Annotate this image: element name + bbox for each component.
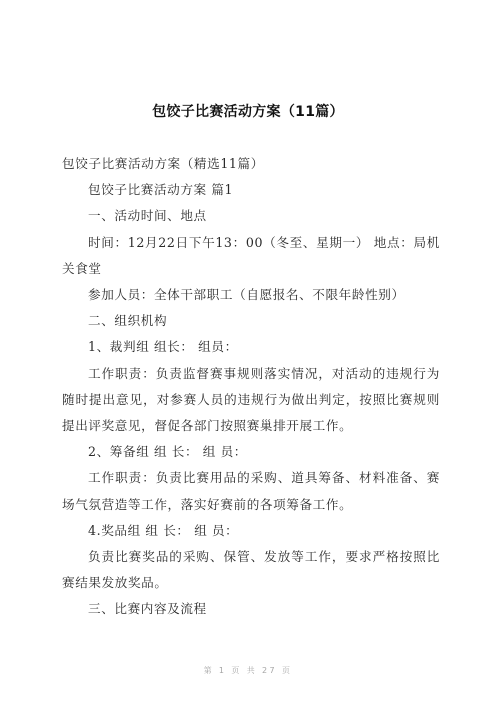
paragraph: 三、比赛内容及流程	[88, 601, 207, 617]
paragraph: 一、活动时间、地点	[88, 208, 207, 224]
paragraph: 工作职责：负责比赛用品的采购、道具筹备、材料准备、赛场气氛营造等工作，落实好赛前的各项筹备工作。	[62, 470, 440, 512]
paragraph: 包饺子比赛活动方案（精选11篇）	[62, 156, 264, 171]
paragraph: 时间：12月22日下午13：00（冬至、星期一） 地点：局机关食堂	[62, 234, 440, 276]
document-title: 包饺子比赛活动方案（11篇）	[152, 104, 344, 120]
paragraph: 包饺子比赛活动方案 篇1	[88, 182, 234, 198]
document-body	[62, 151, 440, 623]
paragraph: 4.奖品组 组 长： 组 员：	[88, 522, 239, 538]
paragraph: 1、裁判组 组长： 组员：	[88, 339, 238, 355]
paragraph: 工作职责：负责监督赛事规则落实情况，对活动的违规行为随时提出意见，对参赛人员的违规行为做出判定，按照比赛规则提出评奖意见，督促各部门按照赛巢排开展工作。	[62, 365, 440, 434]
paragraph: 负责比赛奖品的采购、保管、发放等工作，要求严格按照比赛结果发放奖品。	[62, 549, 440, 591]
paragraph: 2、筹备组 组 长： 组 员：	[88, 444, 247, 460]
page-footer: 第 1 页 共 27 页	[203, 666, 293, 675]
paragraph: 参加人员：全体干部职工（自愿报名、不限年龄性别）	[88, 287, 405, 303]
paragraph: 二、组织机构	[88, 313, 168, 329]
